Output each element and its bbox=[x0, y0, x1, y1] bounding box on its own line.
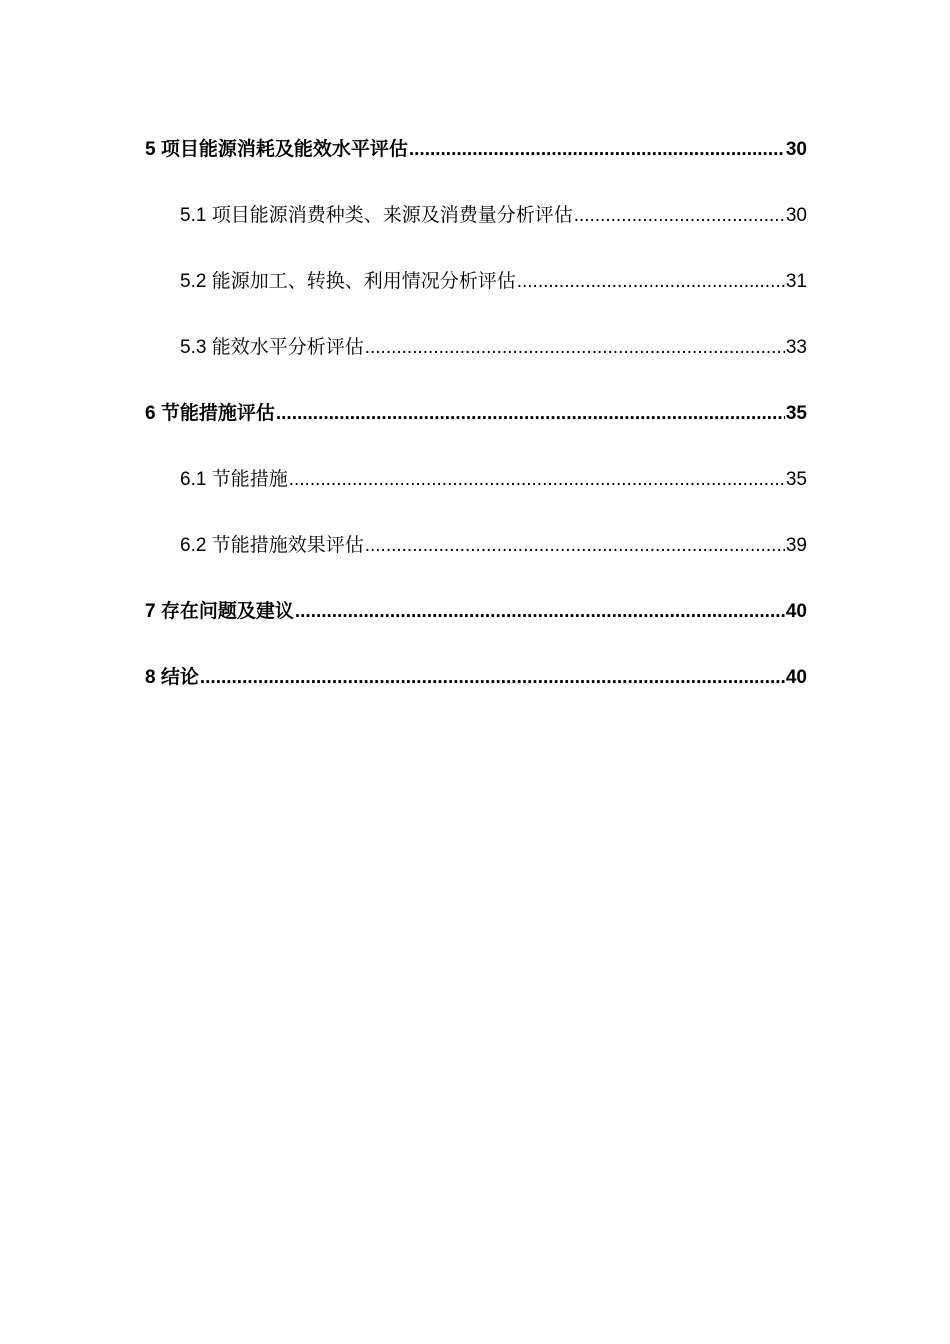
toc-dot-leader bbox=[409, 128, 785, 172]
table-of-contents bbox=[145, 128, 807, 722]
toc-entry-title: 5.3 能效水平分析评估 bbox=[180, 337, 364, 358]
toc-entry-title: 8 结论 bbox=[145, 667, 199, 688]
toc-dot-leader bbox=[295, 590, 785, 634]
toc-entry-page-number: 31 bbox=[785, 271, 807, 292]
toc-entry-6-2[interactable] bbox=[145, 524, 807, 590]
toc-entry-page-number: 39 bbox=[785, 535, 807, 556]
toc-entry-8[interactable] bbox=[145, 656, 807, 722]
toc-entry-7[interactable] bbox=[145, 590, 807, 656]
toc-entry-page-number: 40 bbox=[785, 601, 807, 622]
toc-dot-leader bbox=[276, 392, 785, 436]
toc-entry-5[interactable] bbox=[145, 128, 807, 194]
toc-entry-5-2[interactable] bbox=[145, 260, 807, 326]
toc-entry-title: 6.1 节能措施 bbox=[180, 469, 288, 490]
toc-entry-6-1[interactable] bbox=[145, 458, 807, 524]
toc-entry-page-number: 30 bbox=[785, 205, 807, 226]
toc-entry-page-number: 30 bbox=[785, 139, 807, 160]
toc-entry-title: 6 节能措施评估 bbox=[145, 403, 275, 424]
toc-dot-leader bbox=[365, 326, 785, 370]
toc-entry-title: 5 项目能源消耗及能效水平评估 bbox=[145, 139, 408, 160]
toc-entry-5-1[interactable] bbox=[145, 194, 807, 260]
toc-entry-title: 5.2 能源加工、转换、利用情况分析评估 bbox=[180, 271, 516, 292]
toc-entry-page-number: 40 bbox=[785, 667, 807, 688]
toc-entry-title: 7 存在问题及建议 bbox=[145, 601, 294, 622]
toc-entry-title: 5.1 项目能源消费种类、来源及消费量分析评估 bbox=[180, 205, 573, 226]
toc-entry-page-number: 33 bbox=[785, 337, 807, 358]
toc-entry-5-3[interactable] bbox=[145, 326, 807, 392]
toc-entry-title: 6.2 节能措施效果评估 bbox=[180, 535, 364, 556]
toc-entry-6[interactable] bbox=[145, 392, 807, 458]
toc-dot-leader bbox=[574, 194, 785, 238]
toc-dot-leader bbox=[200, 656, 785, 700]
toc-entry-page-number: 35 bbox=[785, 469, 807, 490]
toc-entry-page-number: 35 bbox=[785, 403, 807, 424]
toc-dot-leader bbox=[365, 524, 785, 568]
toc-dot-leader bbox=[517, 260, 785, 304]
toc-dot-leader bbox=[289, 458, 785, 502]
